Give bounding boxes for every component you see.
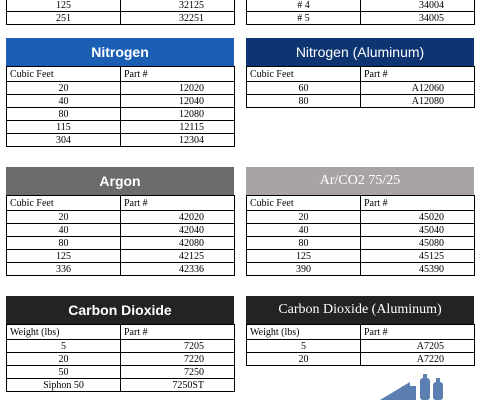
cell-size: 5 [7,340,121,353]
cell-part: 45080 [361,237,475,250]
ar-co2-header: Ar/CO2 75/25 [246,167,474,195]
cell-size: 125 [7,250,121,263]
table-row [7,134,235,147]
table-row [247,224,475,237]
nitrogen-section [6,38,234,147]
carbon-dioxide-aluminum-section [246,296,474,366]
top-right-table-fragment [246,0,475,25]
top-left-table-fragment [6,0,235,25]
cell-part: 12115 [121,121,235,134]
carbon-dioxide-aluminum-header: Carbon Dioxide (Aluminum) [246,296,474,324]
cell-part: 42336 [121,263,235,276]
carbon-dioxide-header: Carbon Dioxide [6,296,234,324]
column-header-row [247,196,475,211]
table-row [247,340,475,353]
column-header-cubic-feet: Cubic Feet [7,196,121,211]
cell-part: 42125 [121,250,235,263]
table-row [7,108,235,121]
column-header-row [7,67,235,82]
cell-size: 20 [247,353,361,366]
carbon-dioxide-aluminum-table [246,324,475,366]
table-row [7,263,235,276]
column-header-part: Part # [361,196,475,211]
column-header-weight: Weight (lbs) [7,325,121,340]
table-row [247,250,475,263]
top-left-table [6,0,235,25]
cell-part: 7250 [121,366,235,379]
cell-part: 12040 [121,95,235,108]
column-header-part: Part # [361,325,475,340]
cell-size: # 5 [247,12,361,25]
cell-part: A12080 [361,95,475,108]
cell-size: 390 [247,263,361,276]
cell-part: 12304 [121,134,235,147]
top-right-table [246,0,475,25]
cell-part: 32251 [121,12,235,25]
cell-size: 304 [7,134,121,147]
cell-part: 7220 [121,353,235,366]
ar-co2-section [246,167,474,276]
carbon-dioxide-table [6,324,235,392]
nitrogen-header: Nitrogen [6,38,234,66]
cell-size: Siphon 50 [7,379,121,392]
column-header-cubic-feet: Cubic Feet [7,67,121,82]
table-row [7,82,235,95]
cell-part: 42020 [121,211,235,224]
cell-part: 45040 [361,224,475,237]
cell-part: 34005 [361,12,475,25]
argon-section [6,167,234,276]
table-row [7,250,235,263]
table-row [247,0,475,12]
cell-size: 125 [247,250,361,263]
cell-size: 80 [247,95,361,108]
nitrogen-aluminum-section [246,38,474,108]
carbon-dioxide-section [6,296,234,392]
cell-size: 80 [7,108,121,121]
cell-size: 125 [7,0,121,12]
nitrogen-table [6,66,235,147]
cell-part: 42040 [121,224,235,237]
argon-table [6,195,235,276]
column-header-row [7,196,235,211]
cell-size: 5 [247,340,361,353]
cell-size: 40 [247,224,361,237]
column-header-part: Part # [361,67,475,82]
column-header-row [7,325,235,340]
cell-size: 40 [7,224,121,237]
cell-size: 20 [7,82,121,95]
ar-co2-table [246,195,475,276]
cell-size: 40 [7,95,121,108]
column-header-part: Part # [121,325,235,340]
table-row [7,224,235,237]
cell-size: 20 [7,353,121,366]
cell-size: 336 [7,263,121,276]
table-row [7,353,235,366]
cell-size: 20 [7,211,121,224]
table-row [7,340,235,353]
cell-part: 12080 [121,108,235,121]
cell-part: 12020 [121,82,235,95]
nitrogen-aluminum-header: Nitrogen (Aluminum) [246,38,474,66]
column-header-row [247,325,475,340]
cell-part: 45020 [361,211,475,224]
column-header-cubic-feet: Cubic Feet [247,67,361,82]
table-row [247,12,475,25]
table-row [247,263,475,276]
cylinder-logo-icon [380,372,460,400]
table-row [7,121,235,134]
cell-size: 60 [247,82,361,95]
table-row [7,237,235,250]
table-row [7,366,235,379]
table-row [247,353,475,366]
cell-part: 7205 [121,340,235,353]
cell-size: 251 [7,12,121,25]
cell-size: 80 [247,237,361,250]
table-row [7,12,235,25]
table-row [7,0,235,12]
cell-size: # 4 [247,0,361,12]
column-header-row [247,67,475,82]
cell-part: 34004 [361,0,475,12]
cell-size: 50 [7,366,121,379]
cell-part: 45390 [361,263,475,276]
cell-part: 45125 [361,250,475,263]
table-row [7,379,235,392]
argon-header: Argon [6,167,234,195]
column-header-part: Part # [121,196,235,211]
table-row [247,95,475,108]
nitrogen-aluminum-table [246,66,475,108]
column-header-weight: Weight (lbs) [247,325,361,340]
table-row [7,211,235,224]
table-row [247,211,475,224]
table-row [7,95,235,108]
cell-part: 32125 [121,0,235,12]
cell-size: 115 [7,121,121,134]
cell-size: 80 [7,237,121,250]
cell-part: 42080 [121,237,235,250]
column-header-part: Part # [121,67,235,82]
cell-part: A7205 [361,340,475,353]
cell-part: A12060 [361,82,475,95]
cell-part: 7250ST [121,379,235,392]
cell-part: A7220 [361,353,475,366]
table-row [247,237,475,250]
table-row [247,82,475,95]
cell-size: 20 [247,211,361,224]
column-header-cubic-feet: Cubic Feet [247,196,361,211]
